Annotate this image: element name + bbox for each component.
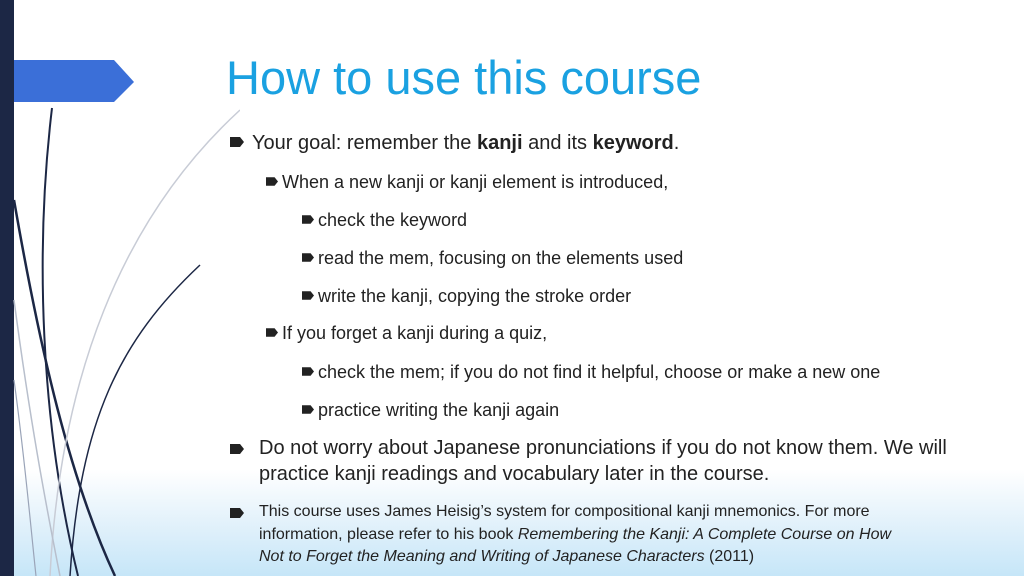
bullet-check-mem (302, 361, 880, 384)
bullet-goal-kanji: kanji (476, 132, 523, 154)
arrow-bullet-icon (302, 405, 314, 414)
bullet-heisig-line3 (230, 546, 1010, 569)
arrow-bullet-icon (302, 367, 314, 376)
bullet-practice-text: practice writing the kanji again (318, 400, 560, 420)
arrow-bullet-icon (266, 328, 278, 337)
arrow-bullet-icon (302, 291, 314, 300)
bullet-goal-keyword: keyword (592, 132, 674, 154)
bullet-write-kanji-text: write the kanji, copying the stroke order (318, 286, 632, 306)
arrow-bullet-icon (230, 508, 244, 518)
bullet-write-kanji (302, 285, 631, 308)
arrow-bullet-icon (230, 444, 244, 454)
bullet-goal (230, 130, 679, 156)
bullet-check-keyword (302, 209, 467, 232)
bullet-heisig-line1: This course uses James Heisig’s system for compositional kanji mnemonics. For more (259, 503, 870, 520)
arrow-bullet-icon (266, 177, 278, 186)
bullet-goal-prefix: Your goal: remember the (252, 132, 477, 154)
bullet-read-mem (302, 247, 683, 270)
book-title-part1: Remembering the Kanji: A Complete Course on How (517, 525, 892, 543)
bullet-pronunciation (230, 435, 1000, 487)
book-year: (2011) (704, 548, 755, 566)
bullet-heisig-line2 (230, 524, 1010, 547)
bullet-new-kanji (266, 171, 668, 194)
slide-title: How to use this course (226, 51, 702, 104)
bullet-new-kanji-text: When a new kanji or kanji element is introduced, (282, 172, 669, 192)
bullet-check-mem-text: check the mem; if you do not find it helpful, choose or make a new one (318, 362, 881, 382)
bullet-heisig-line2-prefix: information, please refer to his book (259, 525, 518, 543)
arrow-bullet-icon (230, 137, 244, 147)
bullet-forget (266, 322, 547, 345)
title-arrow-shape (0, 60, 135, 104)
bullet-forget-text: If you forget a kanji during a quiz, (282, 323, 548, 343)
bullet-pronunciation-line1: Do not worry about Japanese pronunciations if you do not know them. We will (259, 437, 947, 459)
bullet-check-keyword-text: check the keyword (318, 210, 468, 230)
book-title-part2: Not to Forget the Meaning and Writing of Japanese Characters (259, 548, 705, 566)
bullet-pronunciation-line2: practice kanji readings and vocabulary later in the course. (259, 463, 770, 485)
bullet-goal-suffix: . (673, 132, 680, 154)
arrow-bullet-icon (302, 253, 314, 262)
arrow-bullet-icon (302, 215, 314, 224)
bullet-read-mem-text: read the mem, focusing on the elements used (318, 248, 684, 268)
bullet-heisig (230, 501, 1010, 569)
bullet-practice (302, 399, 559, 422)
bullet-goal-mid: and its (522, 132, 593, 154)
